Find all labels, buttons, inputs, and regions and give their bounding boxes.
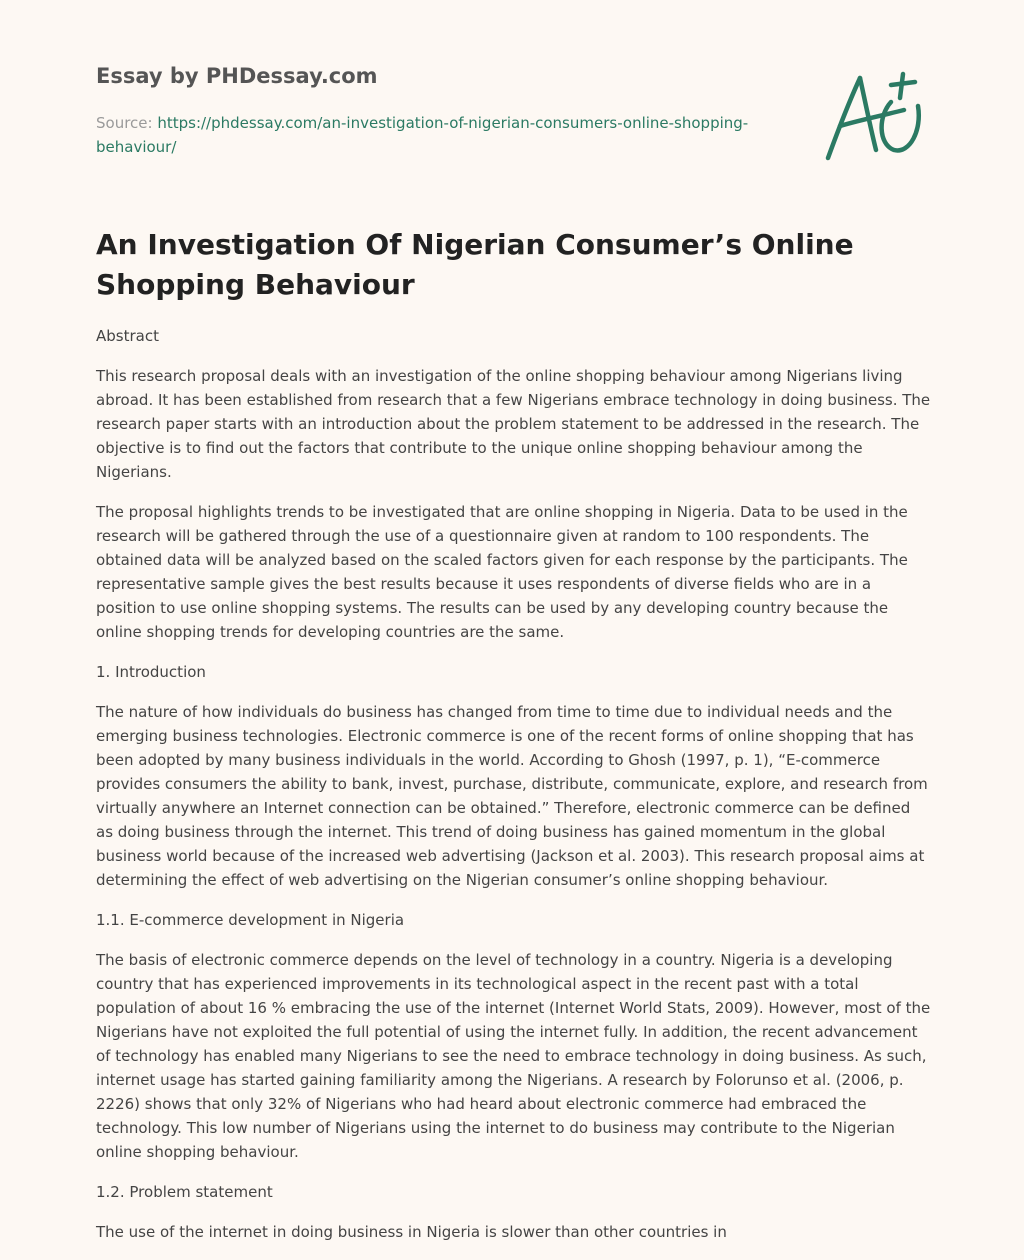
source-link[interactable]: https://phdessay.com/an-investigation-of-nigerian-consumers-online-shopping-behaviour/ <box>96 114 749 156</box>
paragraph: The nature of how individuals do business has changed from time to time due to individual needs and the emerging business technologies. Electronic commerce is one of the recent forms of online shopping that has been adopted by many business individuals in the world. According to Ghosh (1997, p. 1), “E-commerce provides consumers the ability to bank, invest, purchase, distribute, communicate, explore, and research from virtually anywhere an Internet connection can be obtained.” Therefore, electronic commerce can be defined as doing business through the internet. This trend of doing business has gained momentum in the global business world because of the increased web advertising (Jackson et al. 2003). This research proposal aims at determining the effect of web advertising on the Nigerian consumer’s online shopping behaviour. <box>96 703 928 889</box>
a-plus-logo-icon <box>818 66 930 170</box>
section-heading: Abstract <box>96 327 159 345</box>
section-heading: 1.2. Problem statement <box>96 1183 273 1201</box>
source-label: Source: <box>96 114 158 132</box>
paragraph: The use of the internet in doing business in Nigeria is slower than other countries in <box>96 1223 727 1241</box>
paragraph: This research proposal deals with an investigation of the online shopping behaviour among Nigerians living abroad. It has been established from research that a few Nigerians embrace technology in doing business. The research paper starts with an introduction about the problem statement to be addressed in the research. The objective is to find out the factors that contribute to the unique online shopping behaviour among the Nigerians. <box>96 367 931 481</box>
paragraph: The basis of electronic commerce depends on the level of technology in a country. Nigeria is a developing country that has experienced improvements in its technological aspect in the recent past with a total population of about 16 % embracing the use of the internet (Internet World Stats, 2009). However, most of the Nigerians have not exploited the full potential of using the internet fully. In addition, the recent advancement of technology has enabled many Nigerians to see the need to embrace technology in doing business. As such, internet usage has started gaining familiarity among the Nigerians. A research by Folorunso et al. (2006, p. 2226) shows that only 32% of Nigerians who had heard about electronic commerce had embraced the technology. This low number of Nigerians using the internet to do business may contribute to the Nigerian online shopping behaviour. <box>96 951 931 1161</box>
section-heading: 1. Introduction <box>96 663 206 681</box>
essay-body <box>96 324 932 1260</box>
paragraph: The proposal highlights trends to be investigated that are online shopping in Nigeria. Data to be used in the research will be gathered through the use of a questionnaire given at random to 100 respondents. The obtained data will be analyzed based on the scaled factors given for each response by the participants. The representative sample gives the best results because it uses respondents of diverse fields who are in a position to use online shopping systems. The results can be used by any developing country because the online shopping trends for developing countries are the same. <box>96 503 908 641</box>
section-heading: 1.1. E-commerce development in Nigeria <box>96 911 405 929</box>
essay-title: An Investigation Of Nigerian Consumer’s Online Shopping Behaviour <box>96 228 854 301</box>
source-line <box>96 111 776 159</box>
site-brand: Essay by PHDessay.com <box>96 64 378 88</box>
